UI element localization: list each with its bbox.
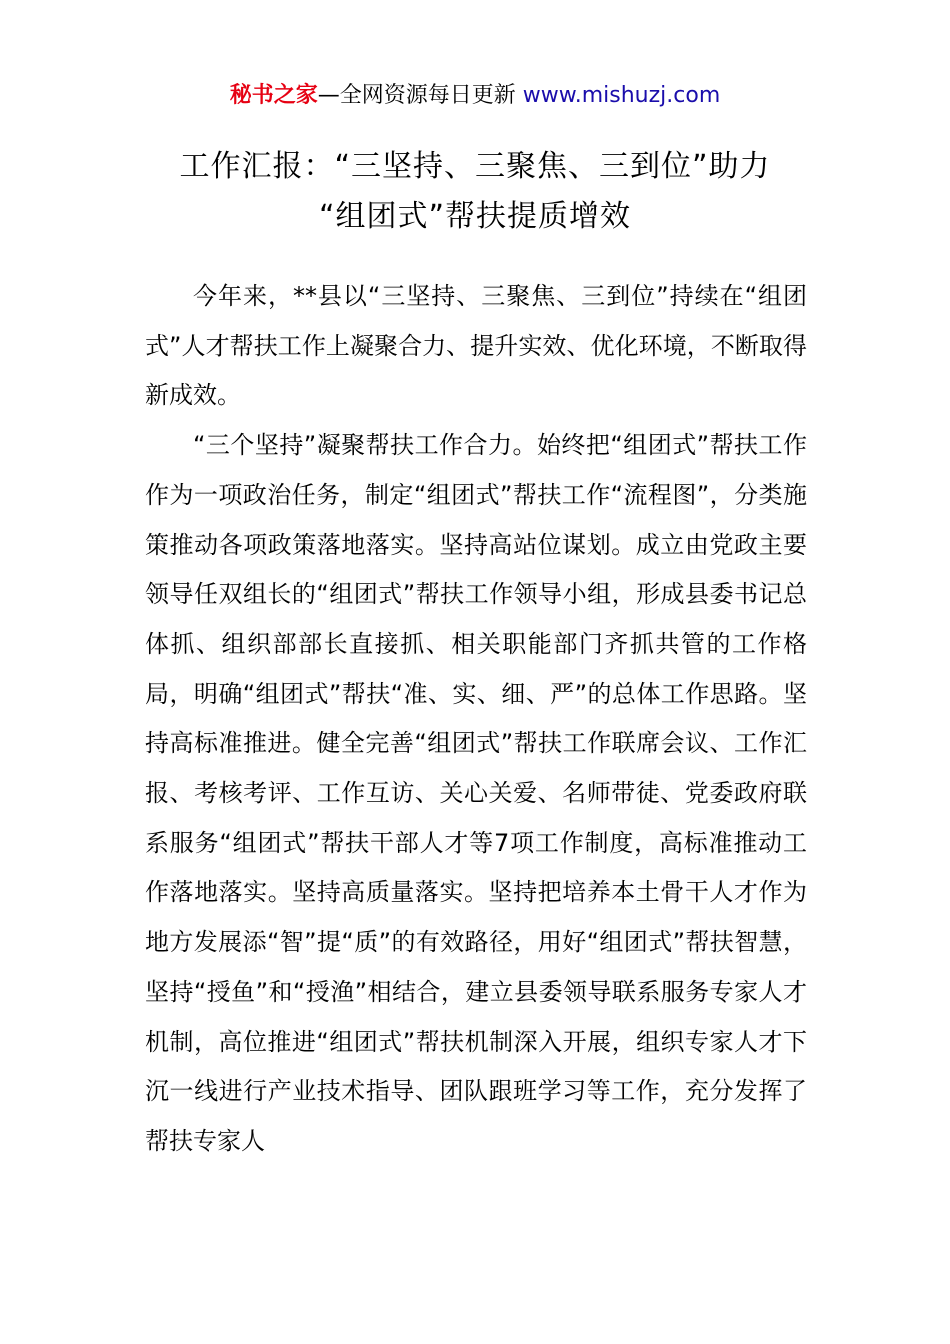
brand-name: 秘书之家 (229, 83, 318, 108)
title-line-2: “组团式”帮扶提质增效 (318, 199, 632, 235)
site-url-link[interactable]: www.mishuzj.com (522, 83, 721, 108)
header-tagline: —全网资源每日更新 (317, 83, 516, 108)
document-body (145, 272, 807, 1167)
document-title (100, 142, 850, 242)
body-paragraph-1: 今年来，**县以“三坚持、三聚焦、三到位”持续在“组团式”人才帮扶工作上凝聚合力、提升实效、优化环境，不断取得新成效。 (145, 282, 807, 410)
body-paragraph-2: “三个坚持”凝聚帮扶工作合力。始终把“组团式”帮扶工作作为一项政治任务，制定“组团式”帮扶工作“流程图”，分类施策推动各项政策落地落实。坚持高站位谋划。成立由党政主要领导任双组长的“组团式”帮扶工作领导小组，形成县委书记总体抓、组织部部长直接抓、相关职能部门齐抓共管的工作格局，明确“组团式”帮扶“准、实、细、严”的总体工作思路。坚持高标准推进。健全完善“组团式”帮扶工作联席会议、工作汇报、考核考评、工作互访、关心关爱、名师带徒、党委政府联系服务“组团式”帮扶干部人才等7项工作制度，高标准推动工作落地落实。坚持高质量落实。坚持把培养本土骨干人才作为地方发展添“智”提“质”的有效路径，用好“组团式”帮扶智慧，坚持“授鱼”和“授渔”相结合，建立县委领导联系服务专家人才机制，高位推进“组团式”帮扶机制深入开展，组织专家人才下沉一线进行产业技术指导、团队跟班学习等工作，充分发挥了帮扶专家人 (145, 431, 807, 1155)
title-line-1: 工作汇报：“三坚持、三聚焦、三到位”助力 (179, 149, 771, 185)
site-header (0, 80, 950, 112)
